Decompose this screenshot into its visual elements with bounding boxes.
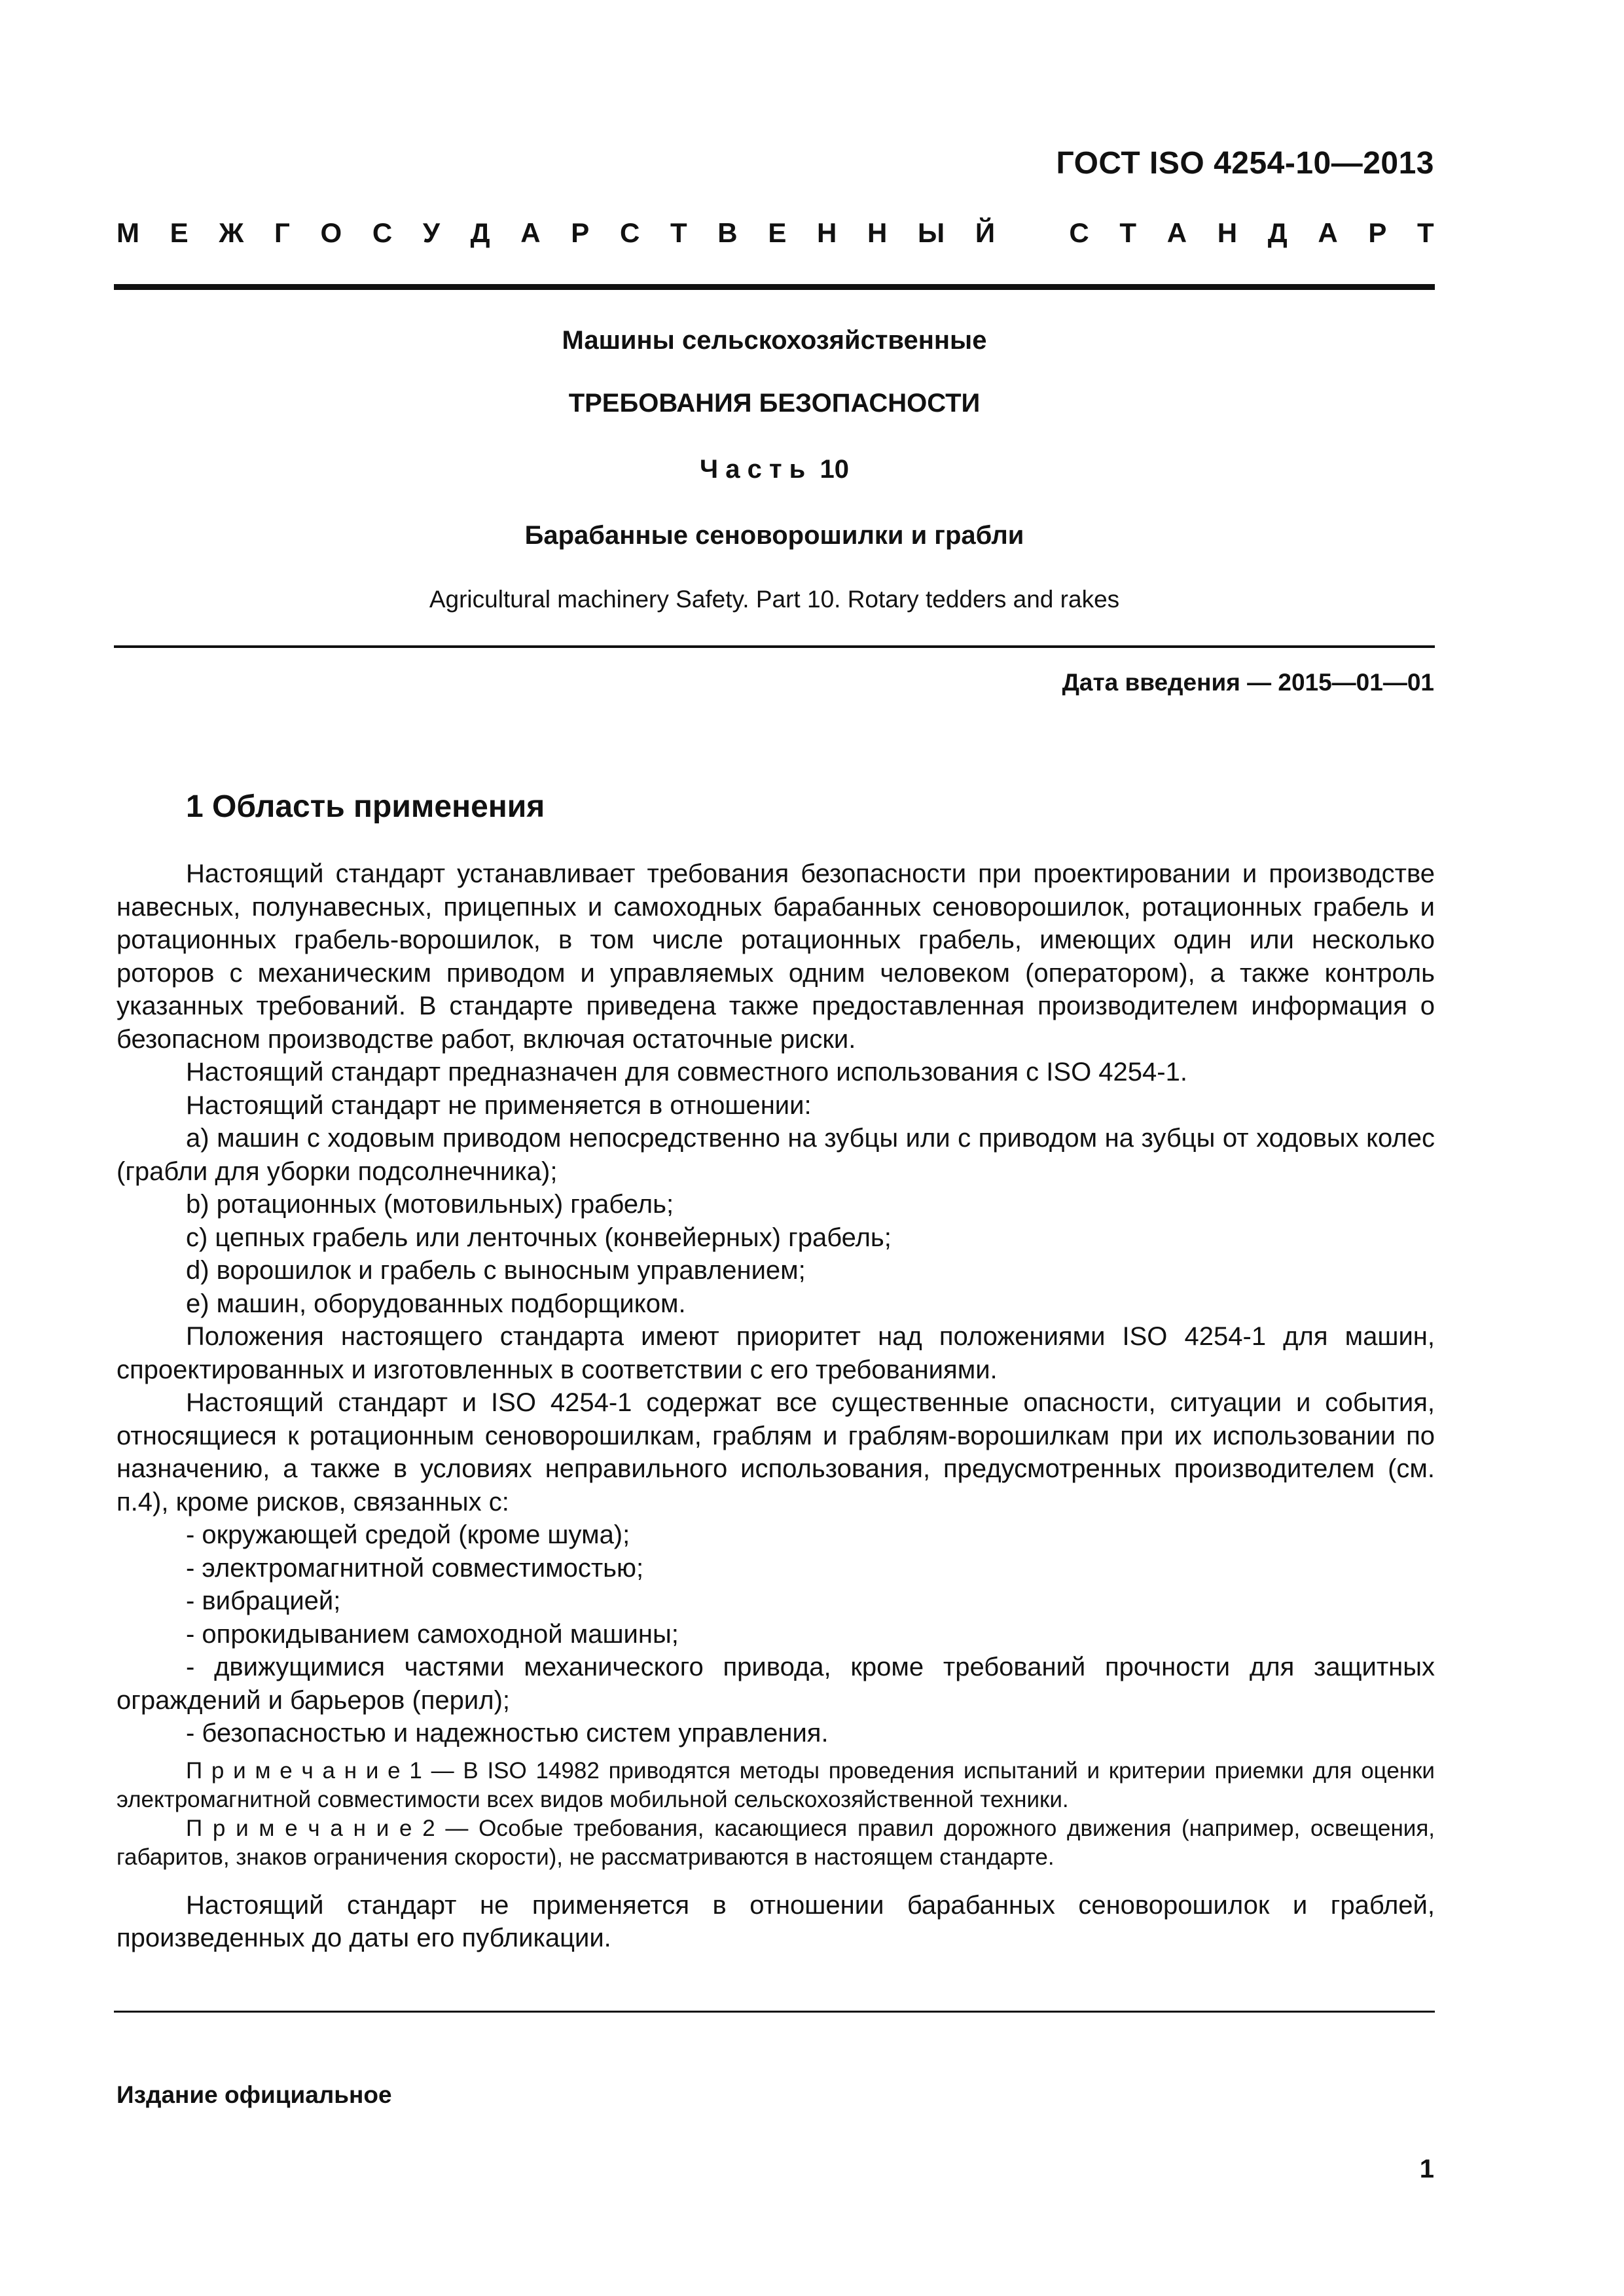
- title-line-2: ТРЕБОВАНИЯ БЕЗОПАСНОСТИ: [568, 389, 981, 418]
- note-2: П р и м е ч а н и е 2 — Особые требования, касающиеся правил дорожного движения (например, освещения, габаритов, знаков ограничения скорости), не рассматриваются в настоящем стандарте.: [117, 1815, 1435, 1870]
- standard-kind-heading: [117, 217, 1434, 249]
- list-item: b) ротационных (мотовильных) грабель;: [186, 1190, 674, 1219]
- heading-letter: Е: [170, 217, 189, 248]
- heading-letter: Й: [975, 217, 996, 248]
- heading-letter: Р: [571, 217, 590, 248]
- heading-letter: С: [1069, 217, 1089, 248]
- list-item: - безопасностью и надежностью систем управления.: [186, 1719, 829, 1748]
- heading-letter: Д: [470, 217, 490, 248]
- section-body: [117, 857, 1435, 1955]
- heading-letter: Р: [1368, 217, 1387, 248]
- title-part-number: Ч а с т ь 10: [700, 455, 849, 484]
- page-number: 1: [1419, 2155, 1434, 2183]
- edition-label: Издание официальное: [117, 2081, 392, 2108]
- heading-letter: Т: [1119, 217, 1137, 248]
- list-item: - окружающей средой (кроме шума);: [186, 1520, 630, 1549]
- heading-letter: А: [1166, 217, 1187, 248]
- title-line-4: Барабанные сеноворошилки и грабли: [524, 521, 1024, 550]
- heading-letter: Н: [1217, 217, 1238, 248]
- heading-word-gap: [1026, 217, 1039, 249]
- list-item: - электромагнитной совместимостью;: [186, 1553, 644, 1583]
- list-item: - движущимися частями механического привода, кроме требований прочности для защитных ограждений и барьеров (перил);: [117, 1653, 1435, 1715]
- heading-letter: Т: [1417, 217, 1434, 248]
- heading-letter: Г: [274, 217, 290, 248]
- heading-letter: У: [422, 217, 440, 248]
- title-rule: [114, 645, 1435, 648]
- heading-letter: Т: [670, 217, 687, 248]
- footer-rule: [114, 2011, 1435, 2013]
- heading-letter: Н: [817, 217, 837, 248]
- closing-paragraph: Настоящий стандарт не применяется в отношении барабанных сеноворошилок и граблей, произведенных до даты его публикации.: [117, 1890, 1435, 1952]
- paragraph: Настоящий стандарт устанавливает требования безопасности при проектировании и производстве навесных, полунавесных, прицепных и самоходных барабанных сеноворошилок, ротационных грабель и ротационных грабель-ворошилок, в том числе ротационных грабель, имеющих один или несколько роторов с механическим приводом и управляемых одним человеком (оператором), а также контроль указанных требований. В стандарте приведена также предоставленная производителем информация о безопасном производстве работ, включая остаточные риски.: [117, 859, 1435, 1054]
- heading-letter: Ж: [219, 217, 244, 248]
- title-line-1: Машины сельскохозяйственные: [562, 326, 987, 355]
- heading-letter: С: [372, 217, 393, 248]
- heading-letter: Е: [768, 217, 787, 248]
- heading-letter: Д: [1267, 217, 1288, 248]
- list-item: - опрокидыванием самоходной машины;: [186, 1619, 679, 1649]
- list-item: c) цепных грабель или ленточных (конвейерных) грабель;: [186, 1223, 892, 1252]
- header-rule: [114, 284, 1435, 290]
- list-item: е) машин, оборудованных подборщиком.: [186, 1289, 686, 1318]
- heading-letter: М: [117, 217, 139, 248]
- paragraph: Положения настоящего стандарта имеют приоритет над положениями ISO 4254-1 для машин, спроектированных и изготовленных в соответствии с его требованиями.: [117, 1322, 1435, 1384]
- heading-letter: А: [1318, 217, 1338, 248]
- heading-letter: В: [717, 217, 738, 248]
- paragraph: Настоящий стандарт не применяется в отношении:: [186, 1090, 812, 1120]
- section-heading: 1 Область применения: [186, 789, 545, 824]
- heading-letter: Н: [867, 217, 888, 248]
- note-1: П р и м е ч а н и е 1 — В ISO 14982 приводятся методы проведения испытаний и критерии приемки для оценки электромагнитной совместимости всех видов мобильной сельскохозяйственной техники.: [117, 1757, 1435, 1812]
- list-item: а) машин с ходовым приводом непосредственно на зубцы или с приводом на зубцы от ходовых колес (грабли для уборки подсолнечника);: [117, 1124, 1435, 1186]
- title-english: Agricultural machinery Safety. Part 10. Rotary tedders and rakes: [429, 586, 1120, 613]
- list-item: - вибрацией;: [186, 1587, 341, 1615]
- standard-number: ГОСТ ISO 4254-10—2013: [1056, 146, 1434, 181]
- heading-letter: А: [520, 217, 541, 248]
- paragraph: Настоящий стандарт предназначен для совместного использования с ISO 4254-1.: [186, 1058, 1187, 1086]
- heading-letter: О: [320, 217, 342, 248]
- heading-letter: Ы: [918, 217, 945, 248]
- paragraph: Настоящий стандарт и ISO 4254-1 содержат все существенные опасности, ситуации и события, относящиеся к ротационным сеноворошилкам, граблям и граблям-ворошилкам при их использовании по назначению, а также в условиях неправильного использования, предусмотренных производителем (см. п.4), кроме рисков, связанных с:: [117, 1388, 1435, 1516]
- heading-letter: С: [619, 217, 640, 248]
- list-item: d) ворошилок и грабель с выносным управлением;: [186, 1256, 806, 1285]
- introduction-date: Дата введения — 2015—01—01: [1062, 669, 1434, 696]
